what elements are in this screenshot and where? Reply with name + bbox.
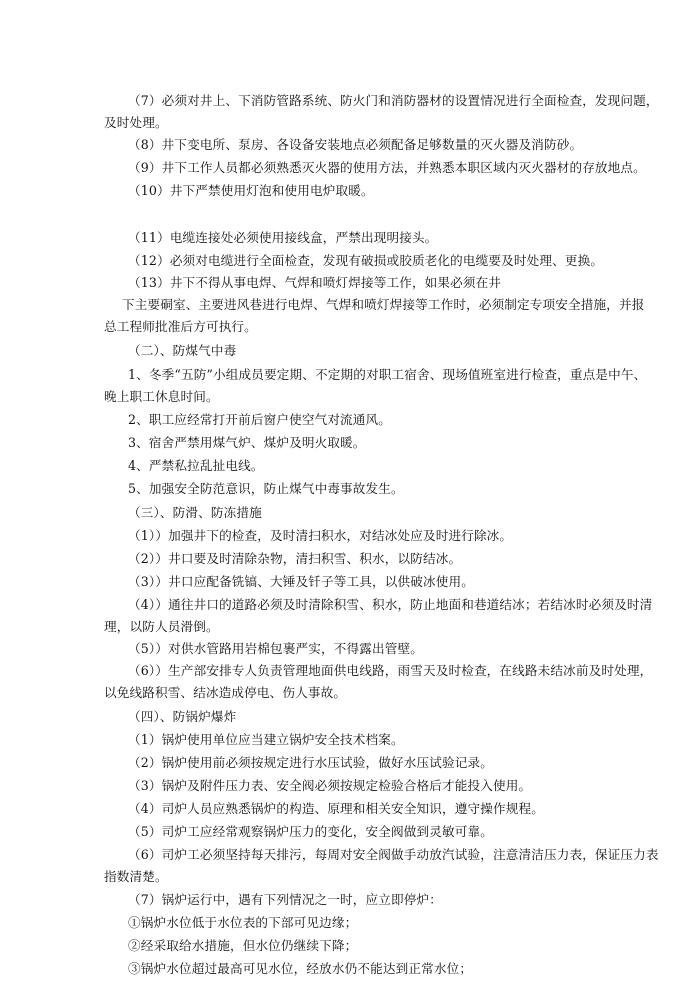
line: （4））通往井口的道路必须及时清除积雪、积水，防止地面和巷道结冰；若结冰时必须及时清: [128, 597, 653, 612]
paragraph-boiler-5: [104, 821, 604, 843]
line: （9）井下工作人员都必须熟悉灭火器的使用方法，并熟悉本职区域内灭火器材的存放地点。: [128, 160, 646, 175]
line: 4、严禁私拉乱扯电线。: [128, 458, 264, 473]
list-item-stop-1: [104, 912, 604, 934]
line: 1、冬季“五防”小组成员要定期、不定期的对职工宿舍、现场值班室进行检查，重点是中午、: [128, 367, 647, 382]
paragraph-fire-10: [104, 180, 604, 202]
line: （7）必须对井上、下消防管路系统、防火门和消防器材的设置情况进行全面检查，发现问题，: [128, 93, 659, 108]
heading-boiler: [104, 706, 604, 728]
line: 以免线路积雪、结冰造成停电、伤人事故。: [104, 685, 347, 700]
line: 理，以防人员滑倒。: [104, 619, 219, 634]
line: （4）司炉人员应熟悉锅炉的构造、原理和相关安全知识，遵守操作规程。: [128, 801, 544, 816]
paragraph-boiler-4: [104, 798, 604, 820]
paragraph-gas-2: [104, 409, 604, 431]
line: （6）司炉工必须坚持每天排污，每周对安全阀做手动放汽试验，注意清洁压力表，保证压力表: [128, 847, 659, 862]
paragraph-slip-5: [104, 638, 604, 660]
paragraph-boiler-6: [104, 844, 659, 888]
line: （12）必须对电缆进行全面检查，发现有破损或胶质老化的电缆要及时处理、更换。: [128, 253, 604, 268]
paragraph-gas-1: [104, 364, 647, 408]
line: （2）锅炉使用前必须按规定进行水压试验，做好水压试验记录。: [128, 755, 493, 770]
paragraph-gas-5: [104, 478, 604, 500]
paragraph-fire-7: [104, 90, 659, 134]
line: 指数清楚。: [104, 869, 168, 884]
list-item-stop-3: [104, 958, 604, 980]
paragraph-boiler-2: [104, 752, 604, 774]
heading-gas-poisoning: [104, 340, 604, 362]
list-item-stop-2: [104, 935, 604, 957]
line: 2、职工应经常打开前后窗户使空气对流通风。: [128, 412, 392, 427]
paragraph-fire-9: [104, 157, 646, 179]
paragraph-fire-13: [104, 272, 604, 294]
line: 总工程师批准后方可执行。: [104, 319, 257, 334]
line: （10）井下严禁使用灯泡和使用电炉取暖。: [128, 183, 374, 198]
paragraph-fire-11: [104, 227, 604, 249]
line: （3））井口应配备铣镐、大锤及钎子等工具，以供破冰使用。: [128, 574, 474, 589]
line: ①锅炉水位低于水位表的下部可见边缘；: [128, 915, 358, 930]
paragraph-fire-8: [104, 134, 604, 156]
line: （8）井下变电所、泵房、各设备安装地点必须配备足够数量的灭火器及消防砂。: [128, 137, 583, 152]
paragraph-fire-13-cont: [104, 294, 645, 338]
paragraph-slip-4: [104, 594, 653, 638]
line: （6））生产部安排专人负责管理地面供电线路，雨雪天及时检查，在线路未结冰前及时处理，: [128, 663, 653, 678]
line: （5）司炉工应经常观察锅炉压力的变化，安全阀做到灵敏可靠。: [128, 824, 493, 839]
line: （3）锅炉及附件压力表、安全阀必须按规定检验合格后才能投入使用。: [128, 778, 532, 793]
line: （1）锅炉使用单位应当建立锅炉安全技术档案。: [128, 732, 404, 747]
line: （2））井口要及时清除杂物，清扫积雪、积水，以防结冰。: [128, 551, 462, 566]
line: （5））对供水管路用岩棉包裹严实，不得露出管壁。: [128, 641, 423, 656]
paragraph-boiler-3: [104, 775, 604, 797]
line: ③锅炉水位超过最高可见水位，经放水仍不能达到正常水位；: [128, 961, 473, 976]
paragraph-boiler-7: [104, 889, 604, 911]
line: （三）、防滑、防冻措施: [128, 505, 262, 520]
line: （1））加强井下的检查，及时清扫积水，对结冰处应及时进行除冰。: [128, 528, 513, 543]
line: （7）锅炉运行中，遇有下列情况之一时，应立即停炉：: [128, 892, 443, 907]
paragraph-fire-12: [104, 250, 604, 272]
line: （二）、防煤气中毒: [128, 343, 237, 358]
paragraph-boiler-1: [104, 729, 604, 751]
line: 下主要硐室、主要进风巷进行电焊、气焊和喷灯焊接等工作时，必须制定专项安全措施，并报: [122, 297, 645, 312]
line: 晚上职工休息时间。: [104, 389, 219, 404]
line: 及时处理。: [104, 115, 168, 130]
paragraph-gas-3: [104, 432, 604, 454]
paragraph-slip-1: [104, 525, 604, 547]
paragraph-gas-4: [104, 455, 604, 477]
line: （11）电缆连接处必须使用接线盒，严禁出现明接头。: [128, 230, 438, 245]
line: （四）、防锅炉爆炸: [128, 709, 237, 724]
line: 3、宿舍严禁用煤气炉、煤炉及明火取暖。: [128, 435, 366, 450]
line: ②经采取给水措施，但水位仍继续下降；: [128, 938, 358, 953]
line: 5、加强安全防范意识，防止煤气中毒事故发生。: [128, 481, 404, 496]
paragraph-slip-2: [104, 548, 604, 570]
heading-anti-slip: [104, 502, 604, 524]
paragraph-slip-6: [104, 660, 653, 704]
line: （13）井下不得从事电焊、气焊和喷灯焊接等工作，如果必须在井: [128, 275, 502, 290]
paragraph-slip-3: [104, 571, 604, 593]
